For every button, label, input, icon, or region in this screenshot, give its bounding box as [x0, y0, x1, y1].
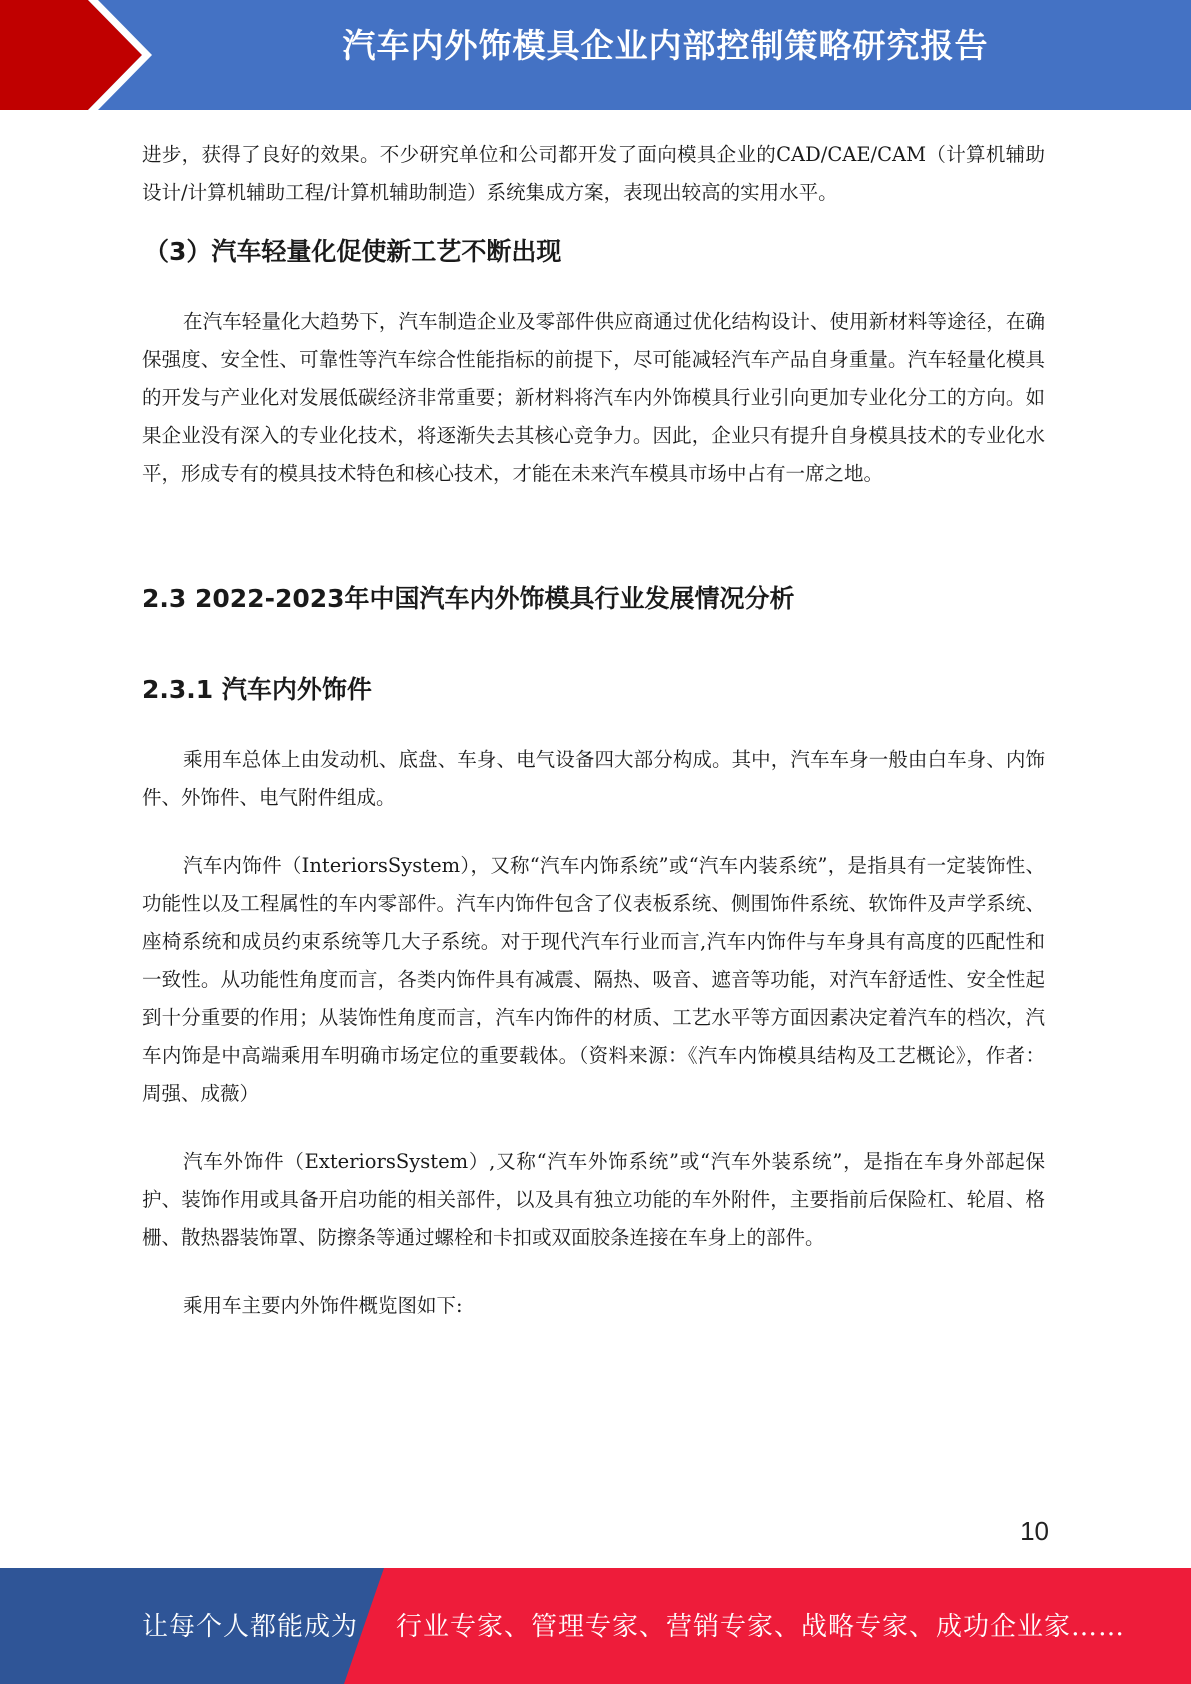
footer-slogan-left: 让每个人都能成为	[142, 1612, 359, 1642]
page-footer	[0, 1568, 1191, 1684]
paragraph-composition: 乘用车总体上由发动机、底盘、车身、电气设备四大部分构成。其中，汽车车身一般由白车身、内饰件、外饰件、电气附件组成。	[142, 748, 1045, 809]
page-number: 10	[1020, 1516, 1049, 1546]
paragraph-exterior-parts: 汽车外饰件（ExteriorsSystem）,又称“汽车外饰系统”或“汽车外装系统”，是指在车身外部起保护、装饰作用或具备开启功能的相关部件，以及具有独立功能的车外附件，主要指前后保险杠、轮眉、格栅、散热器装饰罩、防擦条等通过螺栓和卡扣或双面胶条连接在车身上的部件。	[142, 1150, 1045, 1249]
paragraph-continued: 进步，获得了良好的效果。不少研究单位和公司都开发了面向模具企业的CAD/CAE/CAM（计算机辅助设计/计算机辅助工程/计算机辅助制造）系统集成方案，表现出较高的实用水平。	[142, 143, 1045, 204]
page-header	[0, 0, 1191, 110]
report-title: 汽车内外饰模具企业内部控制策略研究报告	[342, 26, 989, 65]
paragraph-overview-intro: 乘用车主要内外饰件概览图如下:	[183, 1294, 463, 1317]
footer-slogan-right: 行业专家、管理专家、营销专家、战略专家、成功企业家……	[396, 1612, 1126, 1642]
paragraph-interior-parts: 汽车内饰件（InteriorsSystem），又称“汽车内饰系统”或“汽车内装系统”，是指具有一定装饰性、功能性以及工程属性的车内零部件。汽车内饰件包含了仪表板系统、侧围饰件系统、软饰件及声学系统、座椅系统和成员约束系统等几大子系统。对于现代汽车行业而言,汽车内饰件与车身具有高度的匹配性和一致性。从功能性角度而言，各类内饰件具有减震、隔热、吸音、遮音等功能，对汽车舒适性、安全性起到十分重要的作用；从装饰性角度而言，汽车内饰件的材质、工艺水平等方面因素决定着汽车的档次，汽车内饰是中高端乘用车明确市场定位的重要载体。（资料来源：《汽车内饰模具结构及工艺概论》，作者：周强、成薇）	[142, 854, 1045, 1105]
section-heading-2-3: 2.3 2022-2023年中国汽车内外饰模具行业发展情况分析	[142, 584, 795, 613]
page-content	[142, 136, 1045, 1325]
section-heading-2-3-1: 2.3.1 汽车内外饰件	[142, 675, 372, 704]
header-arrow-decoration	[0, 0, 160, 110]
subheading-lightweight: （3）汽车轻量化促使新工艺不断出现	[144, 237, 562, 266]
paragraph-lightweight: 在汽车轻量化大趋势下，汽车制造企业及零部件供应商通过优化结构设计、使用新材料等途径，在确保强度、安全性、可靠性等汽车综合性能指标的前提下，尽可能减轻汽车产品自身重量。汽车轻量化模具的开发与产业化对发展低碳经济非常重要；新材料将汽车内外饰模具行业引向更加专业化分工的方向。如果企业没有深入的专业化技术，将逐渐失去其核心竞争力。因此，企业只有提升自身模具技术的专业化水平，形成专有的模具技术特色和核心技术，才能在未来汽车模具市场中占有一席之地。	[142, 310, 1045, 485]
